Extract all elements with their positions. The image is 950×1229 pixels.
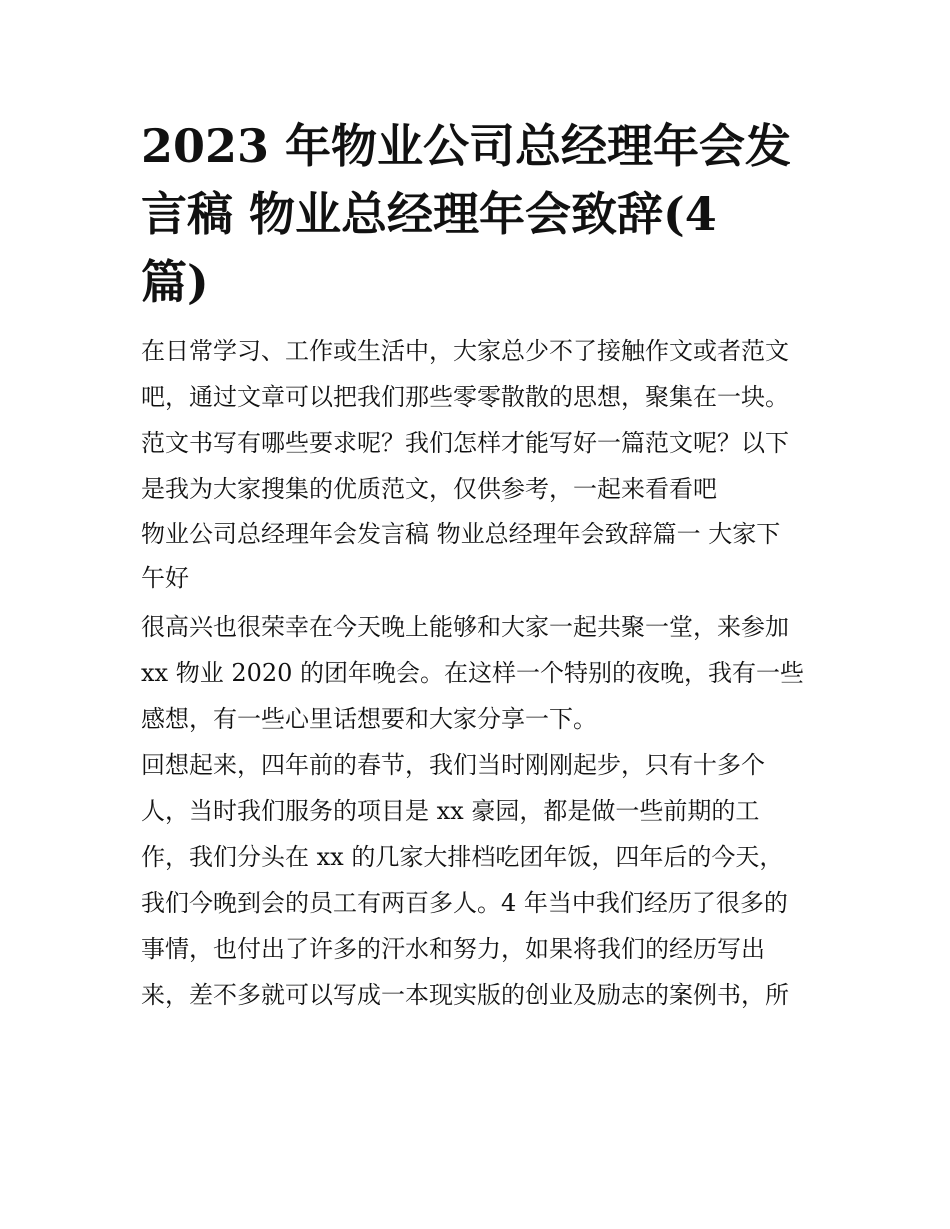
document-page bbox=[141, 112, 813, 1018]
text-line: 是我为大家搜集的优质范文，仅供参考，一起来看看吧 bbox=[141, 475, 717, 503]
text-line: xx 物业 2020 的团年晚会。在这样一个特别的夜晚，我有一些 bbox=[141, 659, 805, 687]
recollection-paragraph bbox=[141, 742, 813, 1018]
text-line: 吧，通过文章可以把我们那些零零散散的思想，聚集在一块。 bbox=[141, 383, 789, 411]
text-line: 感想，有一些心里话想要和大家分享一下。 bbox=[141, 705, 597, 733]
section-heading bbox=[141, 512, 813, 600]
text-line: 人，当时我们服务的项目是 xx 豪园，都是做一些前期的工 bbox=[141, 797, 760, 825]
text-line: 回想起来，四年前的春节，我们当时刚刚起步，只有十多个 bbox=[141, 751, 765, 779]
text-line: 在日常学习、工作或生活中，大家总少不了接触作文或者范文 bbox=[141, 337, 789, 365]
text-line: 午好 bbox=[141, 564, 189, 592]
text-line: 我们今晚到会的员工有两百多人。4 年当中我们经历了很多的 bbox=[141, 889, 788, 917]
text-line: 物业公司总经理年会发言稿 物业总经理年会致辞篇一 大家下 bbox=[141, 520, 781, 548]
document-title bbox=[141, 112, 813, 316]
text-line: 很高兴也很荣幸在今天晚上能够和大家一起共聚一堂，来参加 bbox=[141, 613, 789, 641]
text-line: 作，我们分头在 xx 的几家大排档吃团年饭，四年后的今天， bbox=[141, 843, 784, 871]
title-line: 2023 年物业公司总经理年会发 bbox=[141, 119, 792, 173]
text-line: 事情，也付出了许多的汗水和努力，如果将我们的经历写出 bbox=[141, 935, 765, 963]
title-line: 言稿 物业总经理年会致辞(4 bbox=[141, 187, 717, 241]
document-body bbox=[141, 328, 813, 1018]
intro-paragraph bbox=[141, 328, 813, 512]
text-line: 范文书写有哪些要求呢？我们怎样才能写好一篇范文呢？以下 bbox=[141, 429, 789, 457]
title-line: 篇) bbox=[141, 255, 209, 309]
greeting-paragraph bbox=[141, 604, 813, 742]
text-line: 来，差不多就可以写成一本现实版的创业及励志的案例书，所 bbox=[141, 981, 789, 1009]
